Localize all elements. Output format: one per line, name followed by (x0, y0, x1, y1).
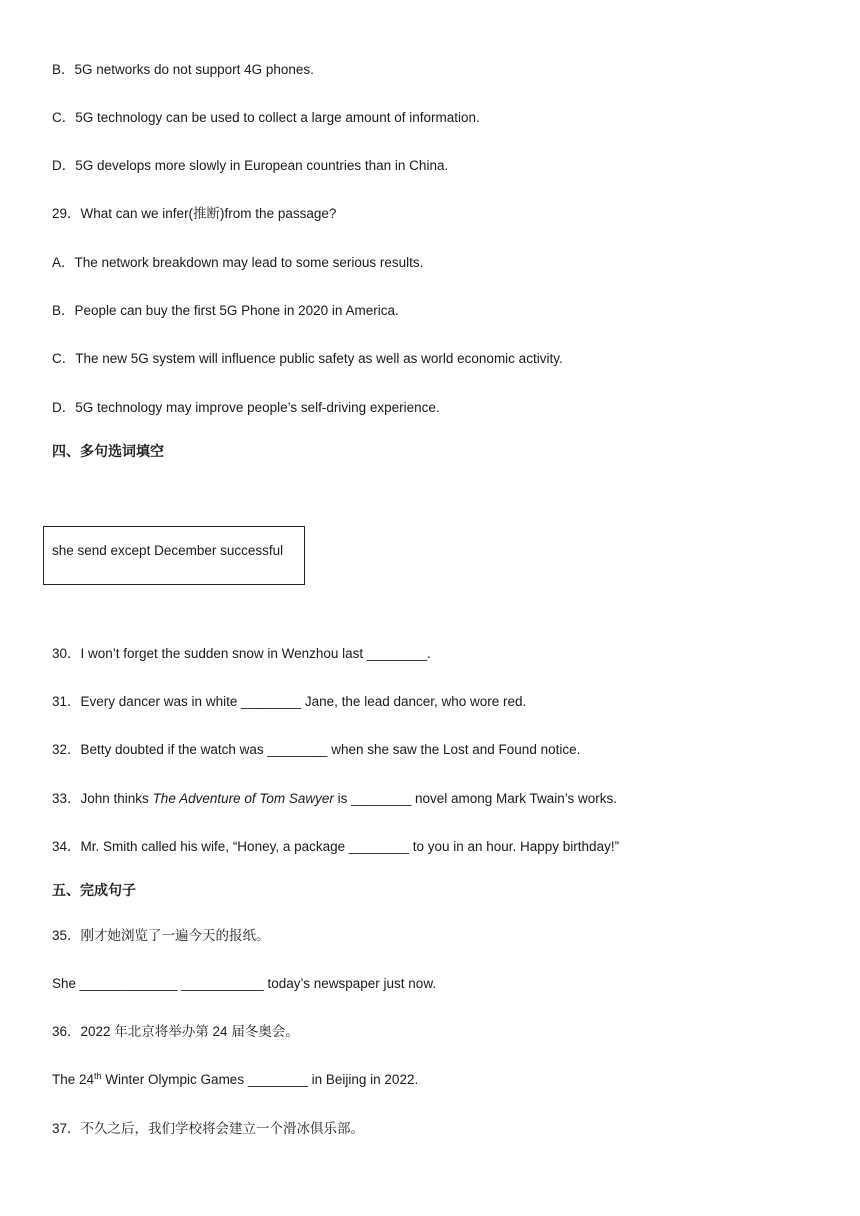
ordinal-suffix: th (94, 1071, 102, 1081)
question-35: 35．刚才她浏览了一遍今天的报纸。 (52, 928, 270, 943)
option-29-b: B．People can buy the first 5G Phone in 2020 in America. (52, 303, 399, 318)
question-32: 32．Betty doubted if the watch was ________ when she saw the Lost and Found notice. (52, 742, 581, 757)
question-35-english: She _____________ ___________ today’s newspaper just now. (52, 976, 437, 991)
question-34: 34．Mr. Smith called his wife, “Honey, a package ________ to you in an hour. Happy birthday!” (52, 839, 620, 854)
question-36-prefix: The 24 (52, 1072, 95, 1087)
question-36-suffix: Winter Olympic Games ________ in Beijing in 2022. (101, 1072, 419, 1087)
option-29-d: D．5G technology may improve people’s self-driving experience. (52, 400, 440, 415)
question-36-english (52, 1071, 418, 1089)
section-5-heading: 五、完成句子 (52, 882, 136, 898)
option-28-c: C．5G technology can be used to collect a large amount of information. (52, 110, 480, 125)
question-33-prefix: 33．John thinks (52, 791, 153, 806)
section-4-heading: 四、多句选词填空 (52, 443, 164, 459)
book-title: The Adventure of Tom Sawyer (152, 791, 334, 806)
option-28-d: D．5G develops more slowly in European countries than in China. (52, 158, 449, 173)
word-bank-text: she send except December successful (52, 543, 284, 558)
question-37: 37．不久之后，我们学校将会建立一个滑冰俱乐部。 (52, 1121, 365, 1136)
question-33-suffix: is ________ novel among Mark Twain’s works. (333, 791, 618, 806)
question-31: 31．Every dancer was in white ________ Jane, the lead dancer, who wore red. (52, 694, 527, 709)
question-30: 30．I won’t forget the sudden snow in Wenzhou last ________. (52, 646, 431, 661)
option-28-b: B．5G networks do not support 4G phones. (52, 62, 314, 77)
word-bank-box (43, 526, 305, 585)
option-29-a: A．The network breakdown may lead to some serious results. (52, 255, 424, 270)
question-33 (52, 790, 617, 808)
question-29: 29．What can we infer(推断)from the passage? (52, 206, 337, 221)
question-36: 36．2022 年北京将举办第 24 届冬奥会。 (52, 1024, 299, 1039)
option-29-c: C．The new 5G system will influence public safety as well as world economic activity. (52, 351, 563, 366)
